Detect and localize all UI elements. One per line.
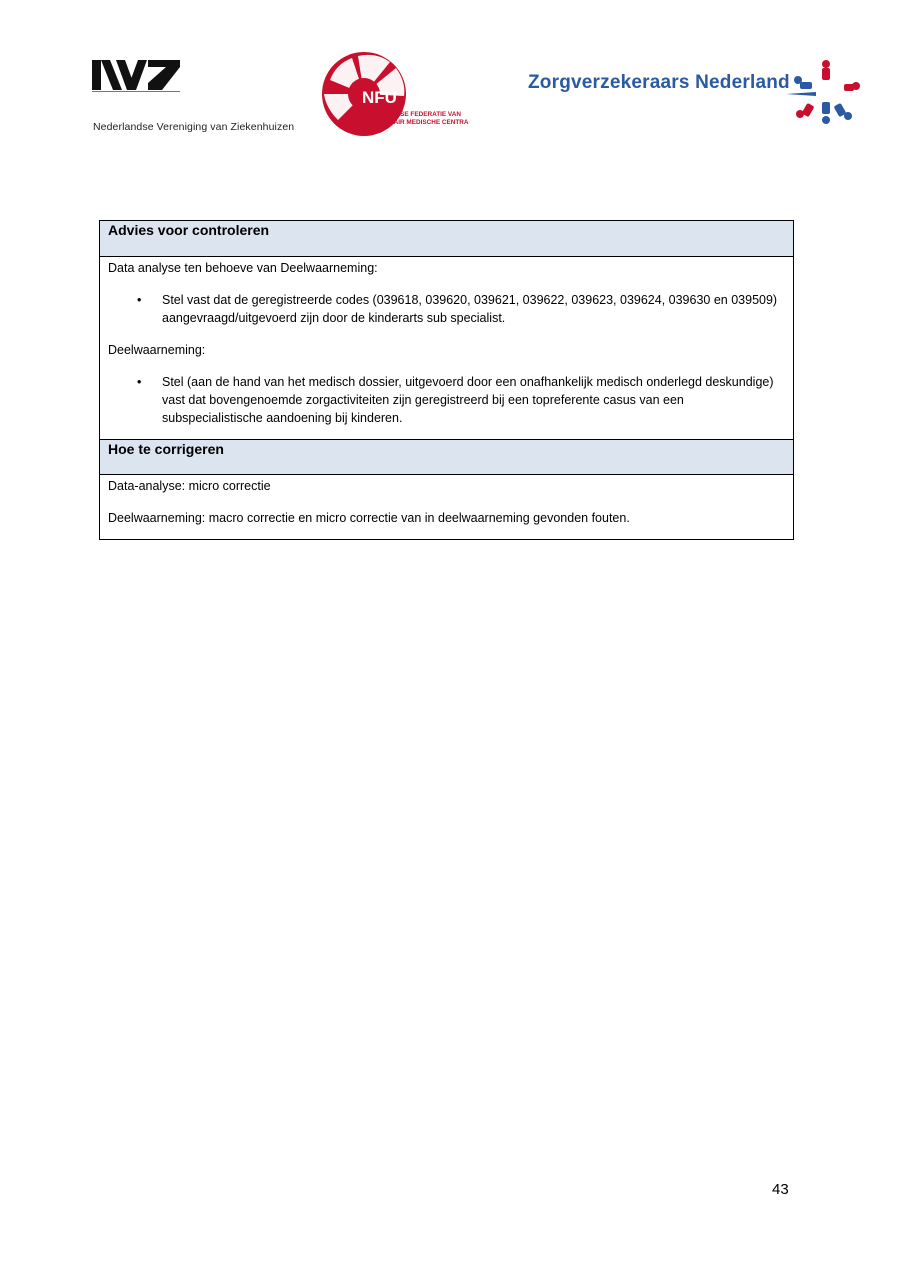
- nfu-line-2: UNIVERSITAIR MEDISCHE CENTRA: [360, 119, 469, 126]
- page-number: 43: [772, 1181, 789, 1198]
- bullet-item-codes: [108, 291, 785, 327]
- zn-logo: [786, 56, 866, 126]
- section-title-advies: Advies voor controleren: [108, 222, 270, 238]
- nvz-logo: [92, 58, 184, 94]
- section-header-advies: [100, 221, 793, 257]
- section-title-corrigeren: Hoe te corrigeren: [108, 441, 224, 457]
- section-body-corrigeren: [100, 475, 793, 539]
- control-advice-table: [99, 220, 794, 540]
- bullet-icon: •: [137, 293, 142, 307]
- bullet-text-dossier: Stel (aan de hand van het medisch dossier, uitgevoerd door een onafhankelijk medisch onderlegd deskundige) vast dat bovengenoemde zorgactiviteiten zijn geregistreerd bij een topreferente casus van een subspecialistische aandoening bij kinderen.: [162, 375, 774, 425]
- data-analysis-intro: Data analyse ten behoeve van Deelwaarneming:: [108, 261, 378, 275]
- correction-data-analysis: Data-analyse: micro correctie: [108, 479, 271, 493]
- deelwaarneming-label: Deelwaarneming:: [108, 343, 206, 357]
- correction-deelwaarneming: Deelwaarneming: macro correctie en micro correctie van in deelwaarneming gevonden fouten.: [108, 511, 630, 525]
- nfu-fullname: [360, 111, 469, 127]
- nfu-line-1: NEDERLANDSE FEDERATIE VAN: [360, 111, 461, 118]
- nfu-abbrev: NFU: [362, 88, 397, 107]
- bullet-icon: •: [137, 375, 142, 389]
- zn-title: Zorgverzekeraars Nederland: [528, 72, 790, 93]
- bullet-item-dossier: [108, 373, 785, 427]
- page-header: [0, 0, 900, 150]
- section-body-advies: [100, 257, 793, 439]
- section-header-corrigeren: [100, 439, 793, 475]
- bullet-text-codes: Stel vast dat de geregistreerde codes (039618, 039620, 039621, 039622, 039623, 039624, 039630 en 039509) aangevraagd/uitgevoerd zijn door de kinderarts sub specialist.: [162, 293, 778, 325]
- nvz-subtitle: Nederlandse Vereniging van Ziekenhuizen: [93, 121, 295, 133]
